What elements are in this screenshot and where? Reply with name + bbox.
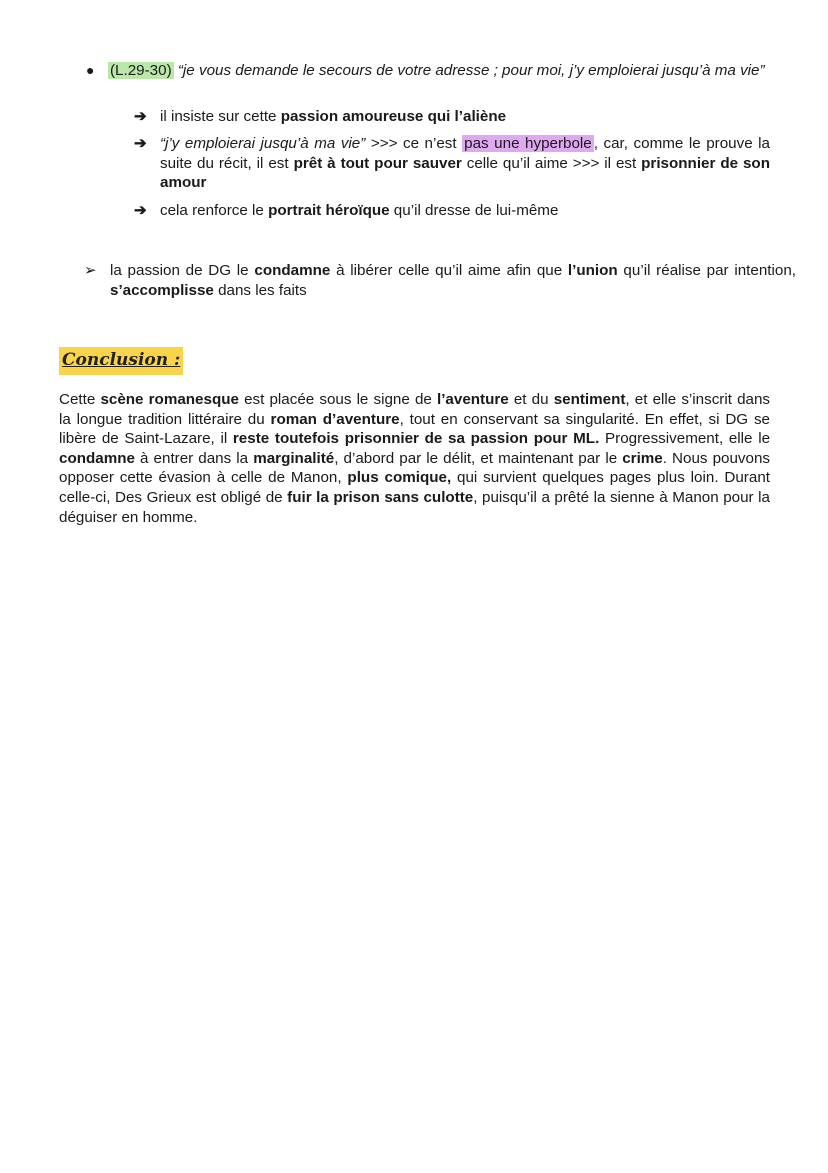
sub-item-1: ➔ il insiste sur cette passion amoureuse qui l’aliène <box>134 108 507 125</box>
conclusion-paragraph: Cette scène romanesque est placée sous le signe de l’aventure et du sentiment, et elle s’inscrit dans la longue tradition littéraire du roman d’aventure, tout en conservant sa singularité. En effet, si DG se libère de Saint-Lazare, il reste toutefois prisonnier de sa passion pour ML. Progressivement, elle le condamne à entrer dans la marginalité, d’abord par le délit, et maintenant par le crime. Nous pouvons opposer cette évasion à celle de Manon, plus comique, qui survient quelques pages plus loin. Durant celle-ci, Des Grieux est obligé de fuir la prison sans culotte, puisqu’il a prêté la sienne à Manon pour la déguiser en homme. <box>59 391 771 526</box>
arrow-right-icon: ➔ <box>134 202 147 219</box>
chevron-arrow-icon: ➢ <box>84 262 97 279</box>
arrow-right-icon: ➔ <box>134 108 147 125</box>
arrow-right-icon: ➔ <box>134 135 147 152</box>
bullet-dot-icon: ● <box>86 62 95 78</box>
chevron-item: ➢ la passion de DG le condamne à libérer celle qu’il aime afin que l’union qu’il réalise par intention, s’accomplisse dans les faits <box>84 262 796 299</box>
quote-text: “je vous demande le secours de votre adresse ; pour moi, j’y emploierai jusqu’à ma vie” <box>177 62 765 79</box>
line-reference: (L.29-30) <box>110 62 172 79</box>
bullet-quote-text <box>108 61 776 81</box>
sub-item-2: ➔ “j’y emploierai jusqu’à ma vie” >>> ce n’est pas une hyperbole , car, comme le prouve la suite du récit, il est prêt à tout pour sauver celle qu’il aime >>> il est prisonnier de son amour <box>134 135 770 192</box>
bullet-quote <box>86 61 776 81</box>
sub-item-3: ➔ cela renforce le portrait héroïque qu’il dresse de lui-même <box>134 202 559 219</box>
conclusion-heading: Conclusion : <box>59 347 183 375</box>
highlight-hyperbole: pas une hyperbole <box>464 135 592 152</box>
